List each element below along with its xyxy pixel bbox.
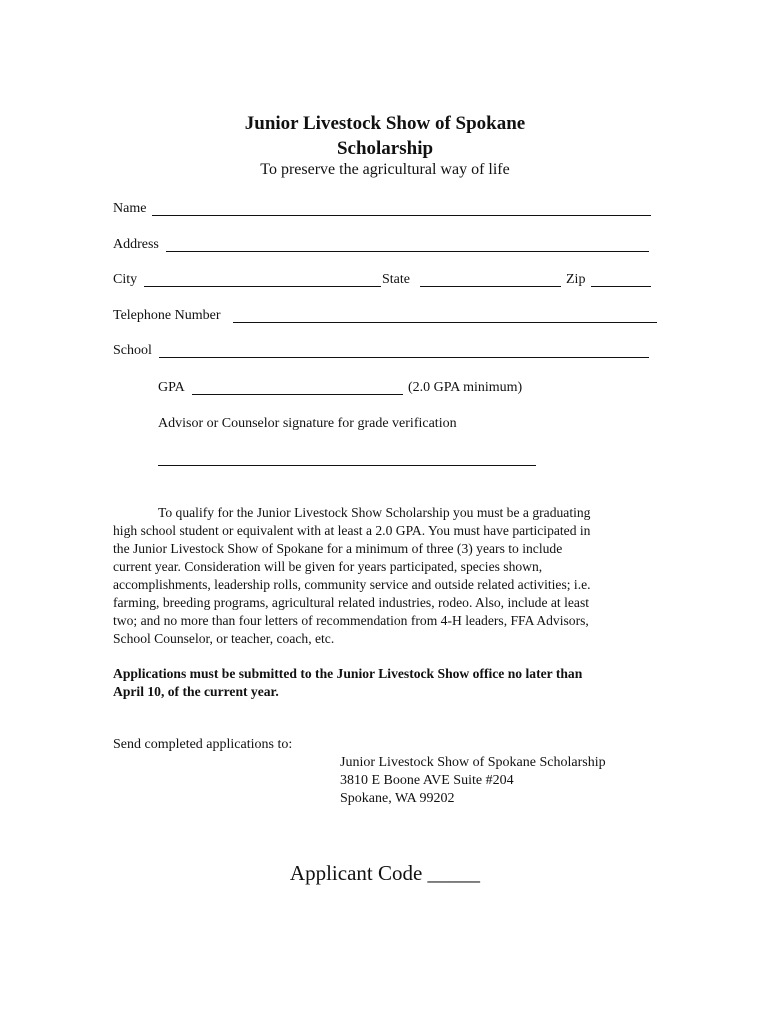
requirements-line: To qualify for the Junior Livestock Show Scholarship you must be a graduating bbox=[158, 505, 591, 520]
telephone-value bbox=[233, 309, 237, 324]
form-title: Junior Livestock Show of Spokane bbox=[244, 113, 526, 134]
name-label: Name bbox=[113, 201, 147, 216]
address-line: Spokane, WA 99202 bbox=[340, 791, 455, 806]
zip-field[interactable] bbox=[591, 271, 651, 287]
state-field[interactable] bbox=[420, 271, 561, 287]
requirements-line: School Counselor, or teacher, coach, etc. bbox=[113, 631, 335, 646]
applicant-code: Applicant Code _____ bbox=[289, 861, 481, 885]
advisor-signature-label: Advisor or Counselor signature for grade verification bbox=[158, 416, 457, 431]
school-label: School bbox=[113, 343, 152, 358]
zip-value bbox=[591, 273, 595, 288]
name-value bbox=[152, 202, 156, 217]
requirements-line: current year. Consideration will be given for years participated, species shown, bbox=[113, 559, 543, 574]
address-line: Junior Livestock Show of Spokane Scholarship bbox=[340, 755, 606, 770]
address-field[interactable] bbox=[166, 236, 649, 252]
gpa-minimum-note: (2.0 GPA minimum) bbox=[408, 380, 523, 395]
requirements-paragraph bbox=[113, 504, 658, 648]
state-label: State bbox=[382, 272, 410, 287]
requirements-line: farming, breeding programs, agricultural related industries, rodeo. Also, include at least bbox=[113, 595, 590, 610]
requirements-line: two; and no more than four letters of recommendation from 4-H leaders, FFA Advisors, bbox=[113, 613, 589, 628]
gpa-field[interactable] bbox=[192, 379, 403, 395]
advisor-signature-value bbox=[158, 452, 162, 467]
address-label: Address bbox=[113, 237, 159, 252]
form-subtitle: To preserve the agricultural way of life bbox=[260, 161, 510, 178]
telephone-label: Telephone Number bbox=[113, 308, 221, 323]
telephone-field[interactable] bbox=[233, 307, 657, 323]
city-label: City bbox=[113, 272, 138, 287]
send-applications-label: Send completed applications to: bbox=[113, 737, 293, 752]
state-value bbox=[420, 273, 424, 288]
requirements-line: the Junior Livestock Show of Spokane for a minimum of three (3) years to include bbox=[113, 541, 563, 556]
school-value bbox=[159, 344, 163, 359]
deadline-notice bbox=[113, 665, 658, 701]
school-field[interactable] bbox=[159, 342, 649, 358]
gpa-label: GPA bbox=[158, 380, 185, 395]
city-value bbox=[144, 273, 148, 288]
address-line: 3810 E Boone AVE Suite #204 bbox=[340, 773, 514, 788]
name-field[interactable] bbox=[152, 200, 651, 216]
gpa-value bbox=[192, 381, 196, 396]
advisor-signature-field[interactable] bbox=[158, 450, 536, 466]
zip-label: Zip bbox=[566, 272, 586, 287]
deadline-line: Applications must be submitted to the Junior Livestock Show office no later than bbox=[113, 666, 583, 681]
address-value bbox=[166, 238, 170, 253]
requirements-line: accomplishments, leadership rolls, community service and outside related activities; i.e. bbox=[113, 577, 591, 592]
requirements-line: high school student or equivalent with at least a 2.0 GPA. You must have participated in bbox=[113, 523, 591, 538]
city-field[interactable] bbox=[144, 271, 381, 287]
form-title-scholarship: Scholarship bbox=[336, 138, 434, 159]
mailing-address bbox=[340, 754, 606, 808]
deadline-line: April 10, of the current year. bbox=[113, 684, 279, 699]
